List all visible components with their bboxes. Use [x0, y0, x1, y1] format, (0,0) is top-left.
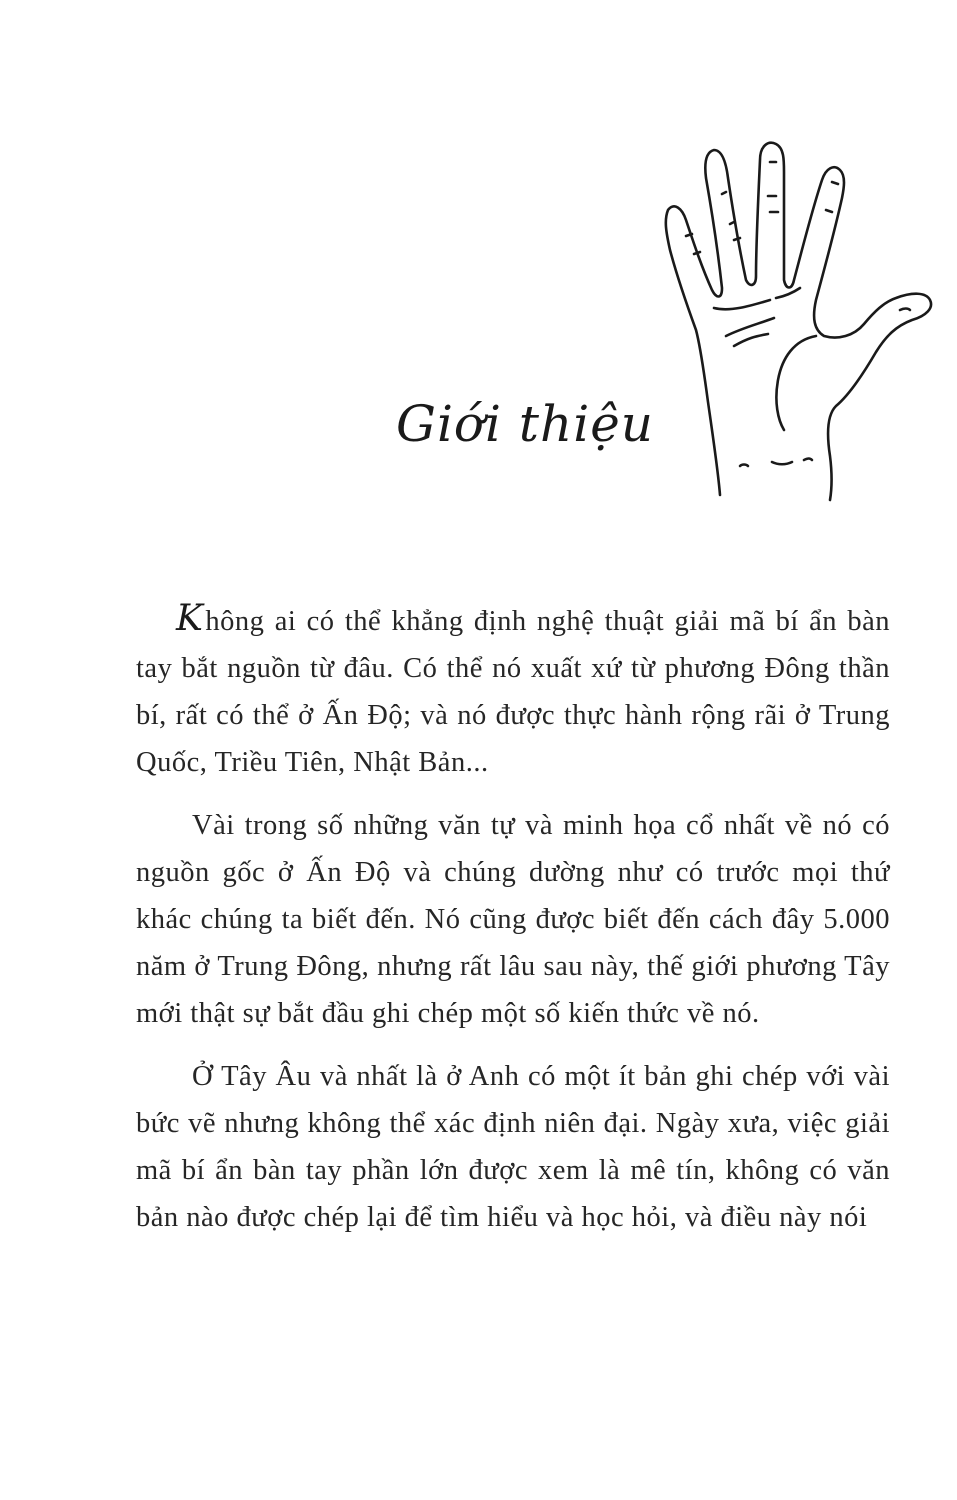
body-text: [136, 598, 890, 1257]
paragraph-2: Vài trong số những văn tự và minh họa cổ nhất về nó có nguồn gốc ở Ấn Độ và chúng dường như có trước mọi thứ khác chúng ta biết đến. Nó cũng được biết đến cách đây 5.000 năm ở Trung Đông, nhưng rất lâu sau này, thế giới phương Tây mới thật sự bắt đầu ghi chép một số kiến thức về nó.: [136, 810, 890, 1029]
palm-hand-icon: [660, 140, 940, 510]
chapter-title: Giới thiệu: [396, 395, 654, 453]
paragraph-3: Ở Tây Âu và nhất là ở Anh có một ít bản ghi chép với vài bức vẽ nhưng không thể xác định niên đại. Ngày xưa, việc giải mã bí ẩn bàn tay phần lớn được xem là mê tín, không có văn bản nào được chép lại để tìm hiểu và học hỏi, và điều này nói: [136, 1061, 890, 1233]
paragraph-1-text: hông ai có thể khẳng định nghệ thuật giải mã bí ẩn bàn tay bắt nguồn từ đâu. Có thể nó xuất xứ từ phương Đông thần bí, rất có thể ở Ấn Độ; và nó được thực hành rộng rãi ở Trung Quốc, Triều Tiên, Nhật Bản...: [136, 606, 890, 778]
paragraph-1: [136, 598, 890, 786]
drop-cap: K: [176, 598, 204, 639]
